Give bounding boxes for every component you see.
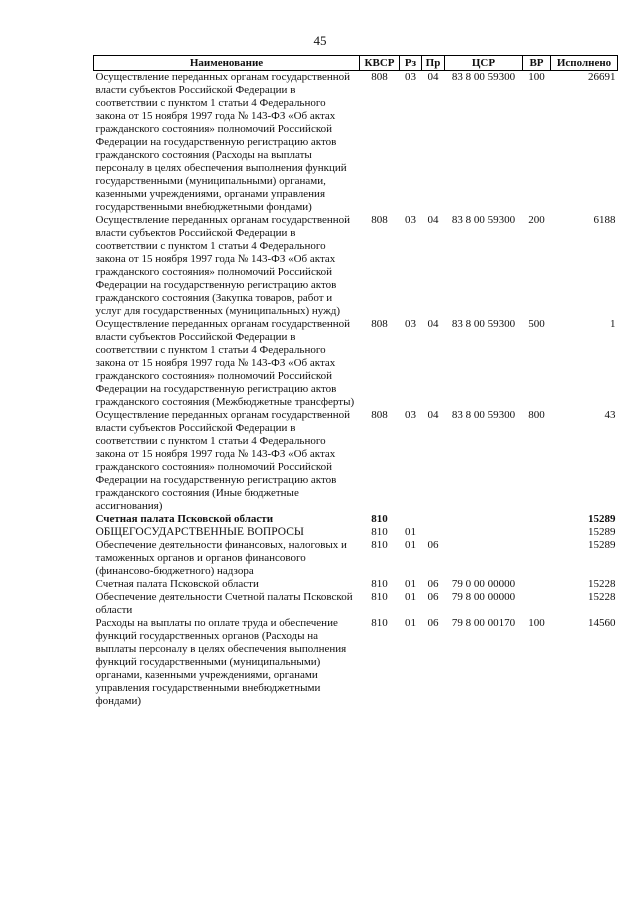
cell-kvsr: 810 bbox=[371, 513, 388, 525]
header-vr: ВР bbox=[523, 56, 551, 71]
cell-pr: 06 bbox=[427, 539, 439, 551]
cell-csr: 83 8 00 59300 bbox=[451, 318, 516, 330]
cell-amount: 15289 bbox=[588, 526, 616, 538]
cell-pr: 04 bbox=[427, 318, 439, 330]
cell-amount: 43 bbox=[604, 409, 616, 421]
cell-pr bbox=[422, 513, 445, 526]
table-row bbox=[94, 539, 618, 578]
cell-vr: 100 bbox=[528, 617, 545, 629]
cell-vr bbox=[523, 539, 551, 578]
cell-name: Счетная палата Псковской области bbox=[95, 578, 259, 590]
table-row bbox=[94, 71, 618, 215]
cell-kvsr: 808 bbox=[371, 71, 388, 83]
cell-rz: 03 bbox=[405, 409, 416, 421]
cell-csr: 79 8 00 00170 bbox=[451, 617, 516, 629]
cell-vr: 200 bbox=[528, 214, 545, 226]
header-kvsr: КВСР bbox=[360, 56, 400, 71]
cell-amount: 6188 bbox=[593, 214, 616, 226]
header-amount: Исполнено bbox=[551, 56, 618, 71]
table-row bbox=[94, 591, 618, 617]
cell-name: Расходы на выплаты по оплате труда и обеспечение функций государственных органов (Расходы на выплаты персоналу в целях обеспечения выполнения функций государственными (муниципальными) органами, казенными учреждениями, органами управления государственными внебюджетными фондами) bbox=[95, 617, 347, 707]
cell-csr: 83 8 00 59300 bbox=[451, 214, 516, 226]
cell-name: Осуществление переданных органам государственной власти субъектов Российской Федерации в соответствии с пунктом 1 статьи 4 Федерального закона от 15 ноября 1997 года № 143-ФЗ «Об актах гражданского состояния» полномочий Российской Федерации на государственную регистрацию актов гражданского состояния (Иные бюджетные ассигнования) bbox=[95, 409, 350, 512]
cell-rz: 01 bbox=[405, 591, 416, 603]
cell-csr: 79 8 00 00000 bbox=[451, 591, 516, 603]
cell-amount: 14560 bbox=[588, 617, 616, 629]
cell-csr: 79 0 00 00000 bbox=[451, 578, 516, 590]
cell-rz: 01 bbox=[405, 539, 416, 551]
cell-rz: 01 bbox=[405, 526, 416, 538]
table-row bbox=[94, 513, 618, 526]
cell-pr: 06 bbox=[427, 591, 439, 603]
cell-name: Осуществление переданных органам государственной власти субъектов Российской Федерации в соответствии с пунктом 1 статьи 4 Федерального закона от 15 ноября 1997 года № 143-ФЗ «Об актах гражданского состояния» полномочий Российской Федерации на государственную регистрацию актов гражданского состояния (Расходы на выплаты персоналу в целях обеспечения выполнения функций государственными (муниципальными) органами, казенными учреждениями, органами управления государственными внебюджетными фондами) bbox=[95, 71, 350, 213]
cell-pr: 04 bbox=[427, 71, 439, 83]
cell-kvsr: 810 bbox=[371, 578, 388, 590]
cell-name: Осуществление переданных органам государственной власти субъектов Российской Федерации в соответствии с пунктом 1 статьи 4 Федерального закона от 15 ноября 1997 года № 143-ФЗ «Об актах гражданского состояния» полномочий Российской Федерации на государственную регистрацию актов гражданского состояния (Межбюджетные трансферты) bbox=[95, 318, 355, 408]
cell-vr bbox=[523, 526, 551, 539]
table-row bbox=[94, 578, 618, 591]
cell-kvsr: 808 bbox=[371, 318, 388, 330]
cell-pr bbox=[422, 526, 445, 539]
cell-pr: 04 bbox=[427, 214, 439, 226]
cell-rz: 03 bbox=[405, 318, 416, 330]
cell-name: Обеспечение деятельности Счетной палаты Псковской области bbox=[95, 591, 353, 616]
cell-csr bbox=[445, 513, 523, 526]
cell-amount: 1 bbox=[610, 318, 616, 330]
cell-vr bbox=[523, 578, 551, 591]
cell-csr bbox=[445, 526, 523, 539]
cell-vr: 800 bbox=[528, 409, 545, 421]
cell-name: Осуществление переданных органам государственной власти субъектов Российской Федерации в соответствии с пунктом 1 статьи 4 Федерального закона от 15 ноября 1997 года № 143-ФЗ «Об актах гражданского состояния» полномочий Российской Федерации на государственную регистрацию актов гражданского состояния (Закупка товаров, работ и услуг для государственных (муниципальных) нужд) bbox=[95, 214, 350, 317]
table-header-row bbox=[94, 56, 618, 71]
table-row bbox=[94, 409, 618, 513]
cell-pr: 04 bbox=[427, 409, 439, 421]
table-row bbox=[94, 318, 618, 409]
table-row bbox=[94, 214, 618, 318]
cell-kvsr: 810 bbox=[371, 539, 388, 551]
cell-rz: 03 bbox=[405, 214, 416, 226]
header-csr: ЦСР bbox=[445, 56, 523, 71]
cell-name: ОБЩЕГОСУДАРСТВЕННЫЕ ВОПРОСЫ bbox=[95, 526, 304, 538]
cell-kvsr: 810 bbox=[371, 526, 388, 538]
table-row bbox=[94, 617, 618, 708]
cell-vr bbox=[523, 591, 551, 617]
cell-name: Счетная палата Псковской области bbox=[95, 513, 274, 525]
cell-amount: 15228 bbox=[588, 591, 616, 603]
table-row bbox=[94, 526, 618, 539]
cell-csr: 83 8 00 59300 bbox=[451, 409, 516, 421]
cell-kvsr: 810 bbox=[371, 617, 388, 629]
cell-csr: 83 8 00 59300 bbox=[451, 71, 516, 83]
page-number: 45 bbox=[313, 33, 327, 48]
cell-amount: 26691 bbox=[588, 71, 616, 83]
table-body bbox=[94, 71, 618, 709]
header-rz: Рз bbox=[400, 56, 422, 71]
cell-kvsr: 810 bbox=[371, 591, 388, 603]
cell-vr: 100 bbox=[528, 71, 545, 83]
cell-rz bbox=[400, 513, 422, 526]
cell-pr: 06 bbox=[427, 617, 439, 629]
cell-amount: 15228 bbox=[588, 578, 616, 590]
cell-rz: 03 bbox=[405, 71, 416, 83]
cell-pr: 06 bbox=[427, 578, 439, 590]
header-name: Наименование bbox=[94, 56, 360, 71]
cell-csr bbox=[445, 539, 523, 578]
cell-rz: 01 bbox=[405, 578, 416, 590]
cell-amount: 15289 bbox=[588, 539, 616, 551]
cell-kvsr: 808 bbox=[371, 214, 388, 226]
header-pr: Пр bbox=[422, 56, 445, 71]
cell-rz: 01 bbox=[405, 617, 416, 629]
budget-table bbox=[93, 55, 618, 708]
cell-amount: 15289 bbox=[588, 513, 616, 525]
cell-name: Обеспечение деятельности финансовых, налоговых и таможенных органов и органов финансового (финансово-бюджетного) надзора bbox=[95, 539, 347, 577]
cell-vr: 500 bbox=[528, 318, 545, 330]
cell-kvsr: 808 bbox=[371, 409, 388, 421]
cell-vr bbox=[523, 513, 551, 526]
